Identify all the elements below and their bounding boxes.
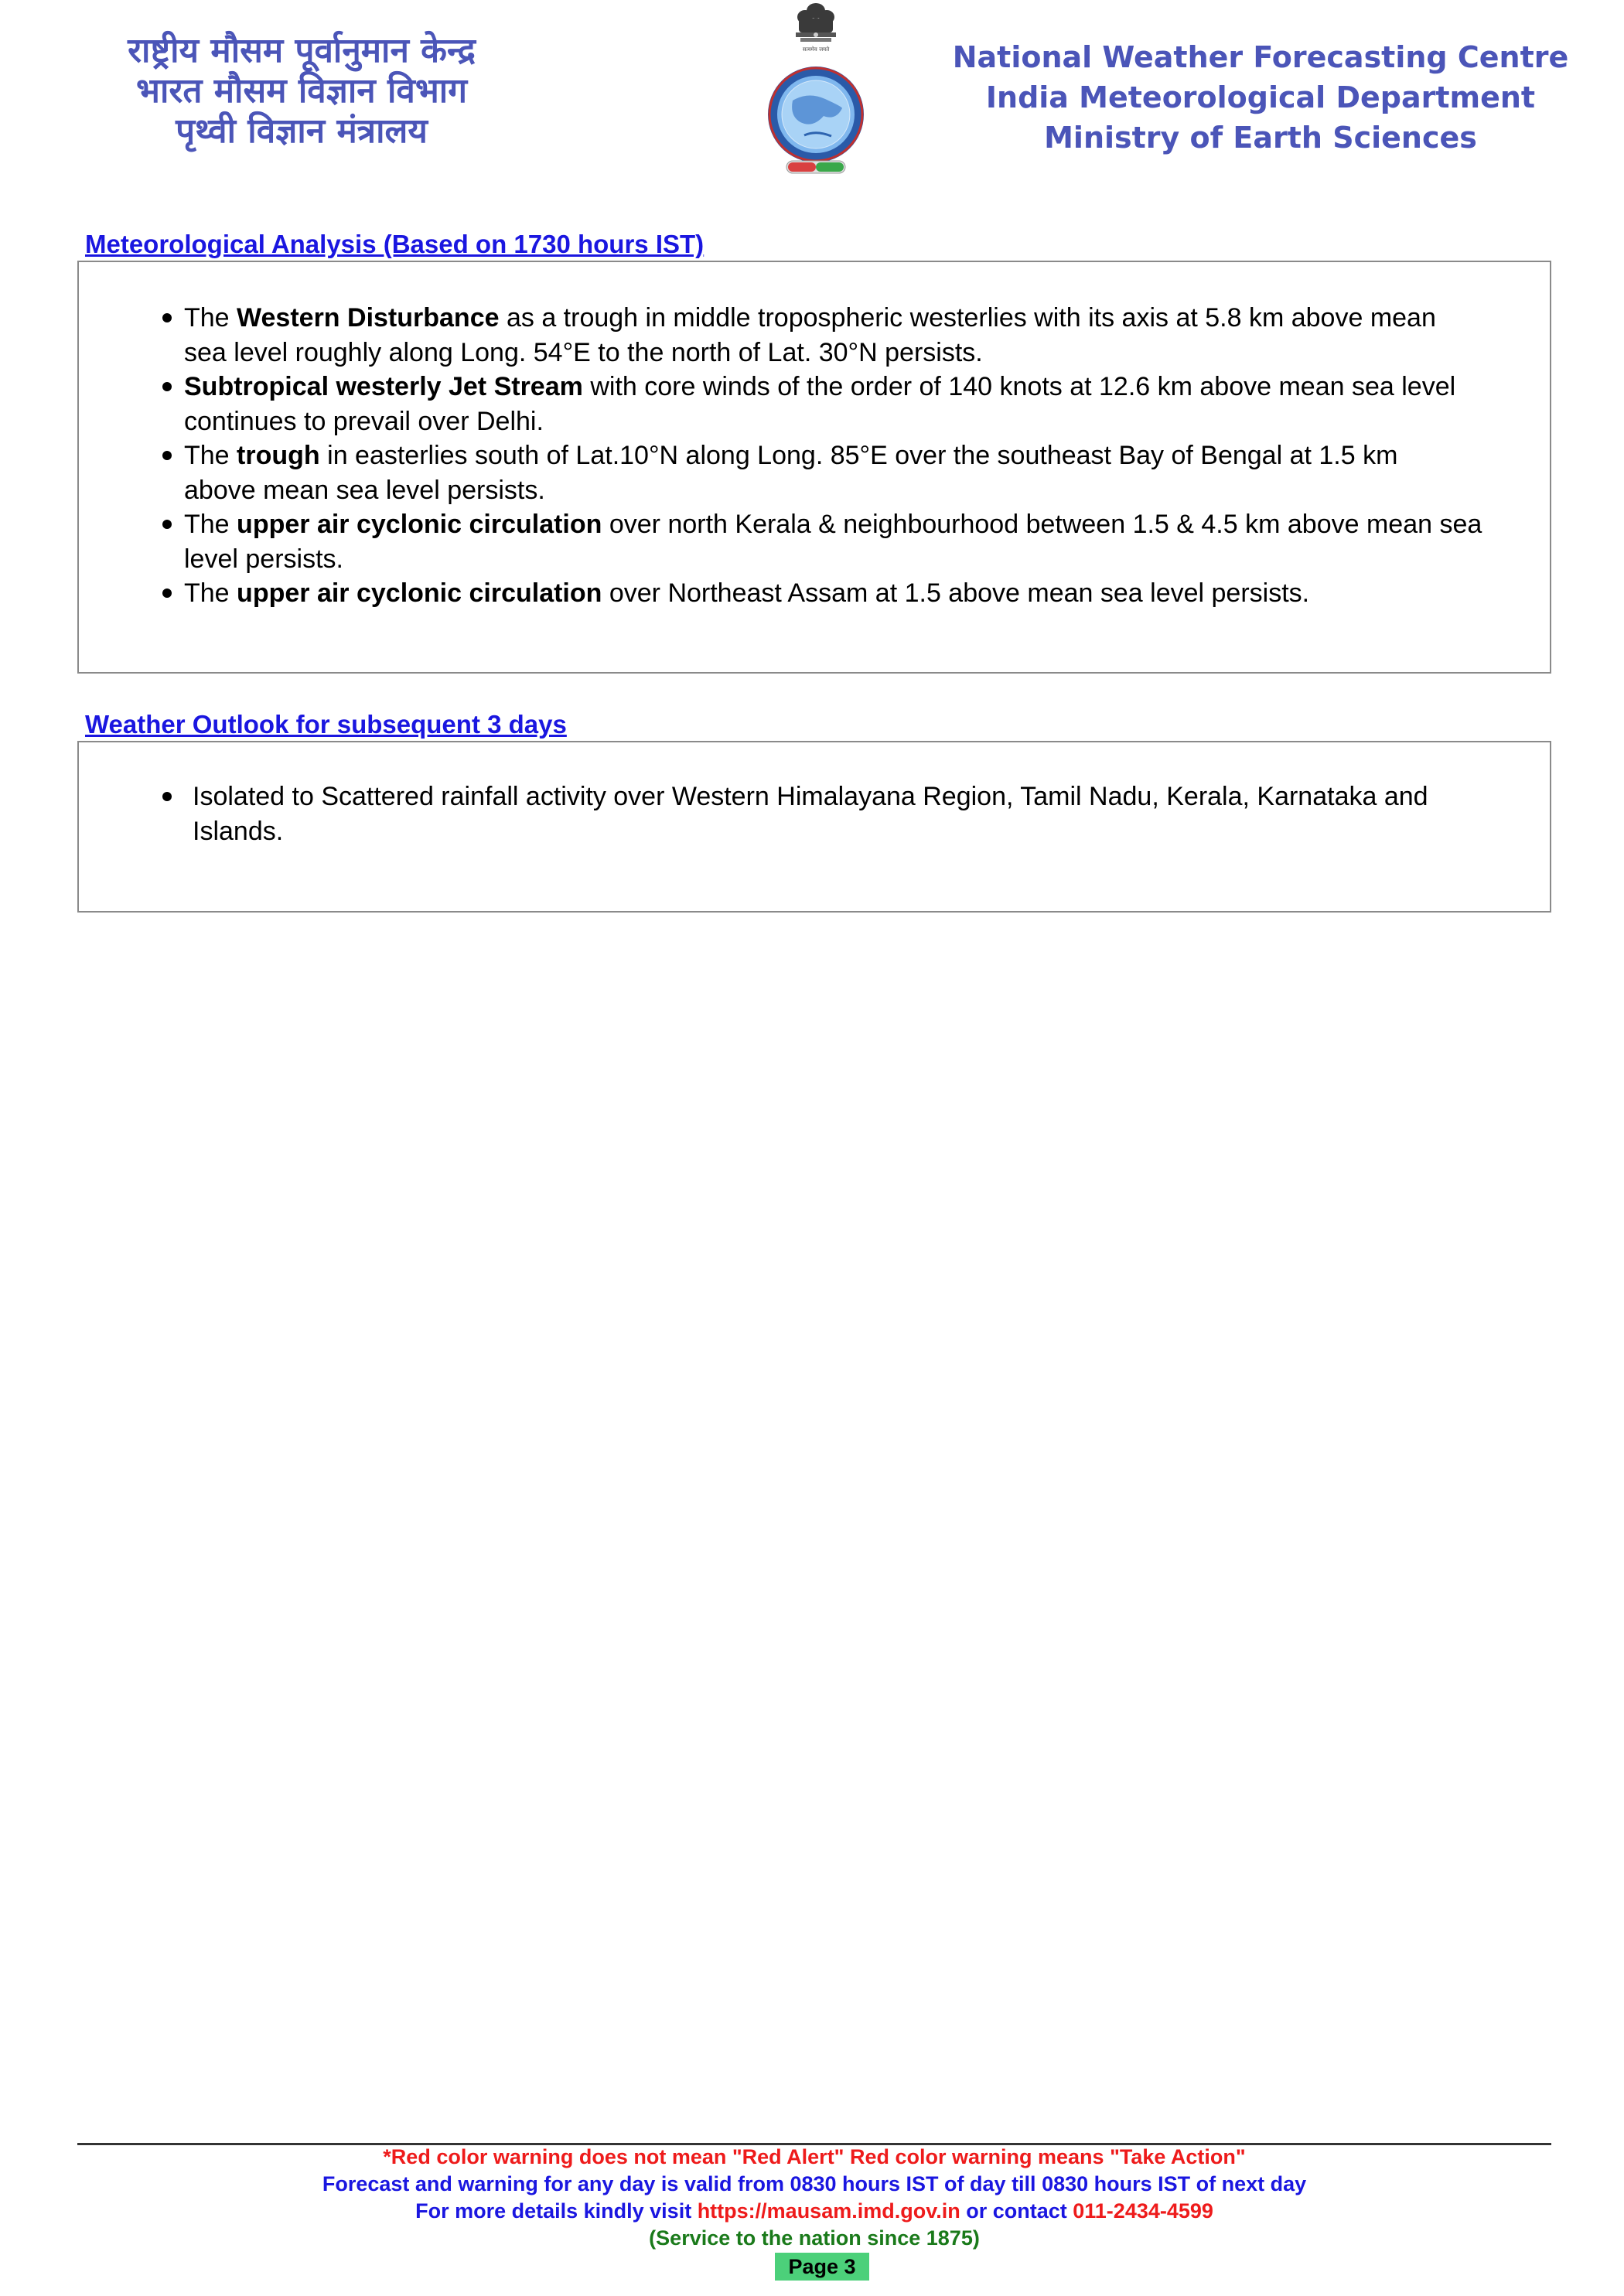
service-since-note: (Service to the nation since 1875) [649, 2226, 980, 2250]
website-link[interactable]: https://mausam.imd.gov.in [697, 2199, 960, 2223]
highlight-term: trough [237, 441, 320, 470]
english-header-line: India Meteorological Department [985, 80, 1536, 114]
bullet-icon [162, 520, 172, 529]
english-header-line: Ministry of Earth Sciences [1044, 121, 1477, 155]
outlook-list [79, 780, 1550, 848]
hindi-header-line: राष्ट्रीय मौसम पूर्वानुमान केन्द्र [128, 31, 476, 70]
bullet-icon [162, 792, 172, 801]
bullet-icon [162, 588, 172, 598]
english-header-line: National Weather Forecasting Centre [952, 40, 1569, 74]
list-item: The upper air cyclonic circulation over Northeast Assam at 1.5 above mean sea level persists. [79, 576, 1550, 611]
phone-number: 011-2434-4599 [1073, 2199, 1213, 2223]
red-warning-note: *Red color warning does not mean "Red Alert" Red color warning means "Take Action" [383, 2145, 1246, 2168]
highlight-term: Subtropical westerly Jet Stream [184, 372, 583, 401]
imd-emblem-logo [762, 0, 870, 186]
hindi-header-line: भारत मौसम विज्ञान विभाग [136, 71, 467, 111]
bullet-icon [162, 451, 172, 460]
list-item: The Western Disturbance as a trough in middle tropospheric westerlies with its axis at 5.8 km above mean sea level roughly along Long. 54°E to the north of Lat. 30°N persists. [79, 301, 1550, 370]
bullet-icon [162, 382, 172, 391]
page-number-badge: Page 3 [775, 2253, 869, 2281]
hindi-header-line: पृथ्वी विज्ञान मंत्रालय [176, 111, 428, 151]
outlook-title: Weather Outlook for subsequent 3 days [85, 710, 567, 739]
bullet-icon [162, 313, 172, 322]
analysis-list [79, 301, 1550, 611]
outlook-box [77, 741, 1551, 913]
validity-note: Forecast and warning for any day is valid from 0830 hours IST of day till 0830 hours IST of next day [322, 2172, 1307, 2195]
english-header [951, 37, 1570, 158]
analysis-box [77, 261, 1551, 674]
highlight-term: Western Disturbance [237, 303, 500, 333]
globe-seal-icon [768, 67, 864, 173]
contact-line: For more details kindly visit https://mausam.imd.gov.in or contact 011-2434-4599 [415, 2199, 1213, 2223]
list-item: The upper air cyclonic circulation over north Kerala & neighbourhood between 1.5 & 4.5 km above mean sea level persists. [79, 507, 1550, 576]
lion-capital-icon [796, 3, 836, 42]
list-item: Subtropical westerly Jet Stream with core winds of the order of 140 knots at 12.6 km above mean sea level continues to prevail over Delhi. [79, 370, 1550, 438]
hindi-header [77, 31, 526, 152]
emblem-motto: सत्यमेव जयते [802, 46, 830, 53]
list-item: Isolated to Scattered rainfall activity over Western Himalayana Region, Tamil Nadu, Kerala, Karnataka and Islands. [79, 780, 1550, 848]
analysis-title: Meteorological Analysis (Based on 1730 hours IST) [85, 230, 705, 258]
highlight-term: upper air cyclonic circulation [237, 510, 602, 539]
list-item: The trough in easterlies south of Lat.10°N along Long. 85°E over the southeast Bay of Bengal at 1.5 km above mean sea level persists. [79, 438, 1550, 507]
highlight-term: upper air cyclonic circulation [237, 578, 602, 608]
